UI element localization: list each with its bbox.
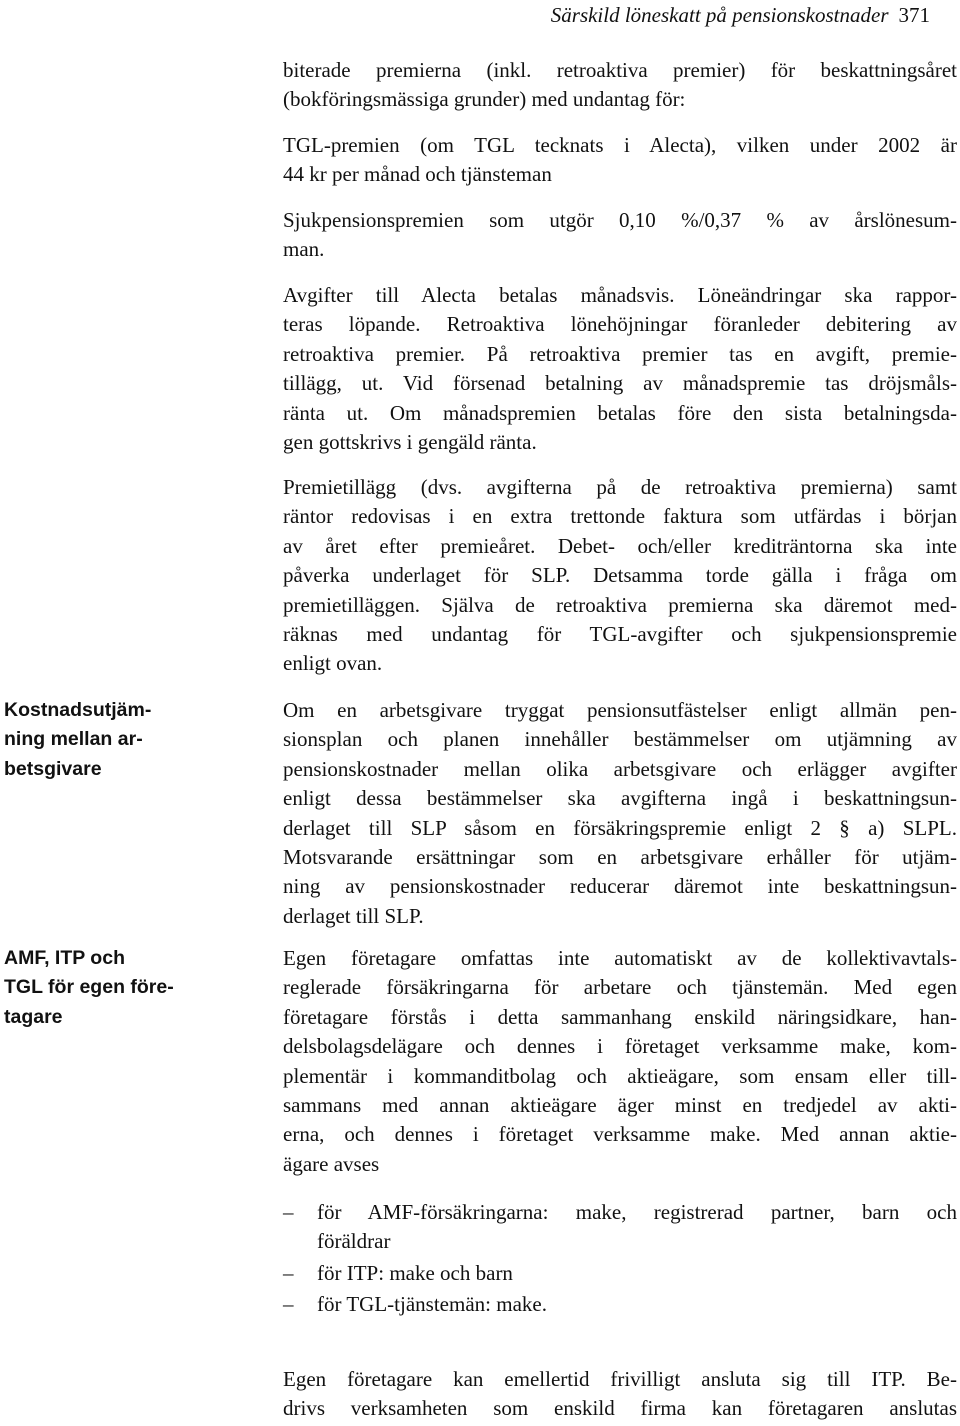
- sidenote-line: betsgivare: [4, 757, 102, 780]
- text-line: sammans med annan aktieägare äger minst en tredjedel av akti-: [283, 1093, 957, 1118]
- running-head: [551, 2, 930, 28]
- text-line: drivs verksamheten som enskild firma kan företagaren anslutas: [283, 1396, 957, 1421]
- paragraph-voluntary-itp: [283, 1365, 957, 1424]
- text-line: Premietillägg (dvs. avgifterna på de retroaktiva premierna) samt: [283, 475, 957, 499]
- text-line: Om en arbetsgivare tryggat pensionsutfästelser enligt allmän pen-: [283, 698, 957, 722]
- running-header: [0, 0, 960, 34]
- paragraph-own-business: [283, 944, 957, 1179]
- text-line: plementär i kommanditbolag och aktieägare, som ensam eller till-: [283, 1063, 957, 1088]
- sidenote-line: TGL för egen före-: [4, 976, 174, 999]
- text-line: Egen företagare omfattas inte automatiskt av de kollektivavtals-: [283, 946, 957, 970]
- text-line: (bokföringsmässiga grunder) med undantag för:: [283, 87, 686, 112]
- text-line: ning av pensionskostnader reducerar däremot inte beskattningsun-: [283, 874, 957, 899]
- text-line: ränta ut. Om månadspremien betalas före den sista betalningsda-: [283, 400, 957, 425]
- text-line: premietilläggen. Själva de retroaktiva premierna ska däremot med-: [283, 592, 957, 617]
- sidenote-line: tagare: [4, 1005, 63, 1028]
- text-line: retroaktiva premier. På retroaktiva premier tas en avgift, premie-: [283, 341, 957, 366]
- text-line: för TGL-tjänstemän: make.: [317, 1291, 547, 1316]
- text-line: man.: [283, 237, 325, 262]
- sidenote-amf-itp-tgl: [4, 944, 184, 1032]
- paragraph-sick-pension: [283, 206, 957, 265]
- text-line: företagare förstås i detta sammanhang enskild näringsidkare, han-: [283, 1004, 957, 1029]
- text-line: för ITP: make och barn: [317, 1260, 513, 1285]
- text-line: sionsplan och planen innehåller bestämmelser om utjämning av: [283, 727, 957, 752]
- dash-list: [283, 1198, 957, 1321]
- sidenote-line: AMF, ITP och: [4, 947, 125, 969]
- text-line: derlaget till SLP.: [283, 903, 424, 928]
- text-line: gen gottskrivs i gengäld ränta.: [283, 430, 537, 455]
- text-line: för AMF-försäkringarna: make, registrerad partner, barn och: [317, 1200, 957, 1224]
- text-line: Egen företagare kan emellertid frivilligt ansluta sig till ITP. Be-: [283, 1367, 957, 1391]
- running-title: Särskild löneskatt på pensionskostnader: [550, 3, 889, 27]
- text-line: TGL-premien (om TGL tecknats i Alecta), vilken under 2002 är: [283, 133, 957, 157]
- text-line: enligt ovan.: [283, 651, 383, 676]
- text-line: derlaget till SLP såsom en försäkringspremie enligt 2 § a) SLPL.: [283, 815, 957, 840]
- sidenote-line: ning mellan ar-: [4, 728, 143, 751]
- text-line: föräldrar: [317, 1229, 391, 1254]
- text-line: delsbolagsdelägare och dennes i företaget verksamme make, kom-: [283, 1034, 957, 1059]
- text-line: Sjukpensionspremien som utgör 0,10 %/0,37 % av årslönesum-: [283, 208, 957, 232]
- paragraph-cost-equalization: [283, 696, 957, 931]
- text-line: av året efter premieåret. Debet- och/eller krediträntorna ska inte: [283, 533, 957, 558]
- text-line: 44 kr per månad och tjänsteman: [283, 162, 552, 187]
- text-line: teras löpande. Retroaktiva lönehöjningar föranleder debitering av: [283, 312, 957, 337]
- list-item: [283, 1290, 957, 1319]
- text-line: påverka underlaget för SLP. Detsamma torde gälla i fråga om: [283, 563, 957, 588]
- text-line: erna, och dennes i företaget verksamme make. Med annan aktie-: [283, 1122, 957, 1147]
- dash-marker: –: [283, 1260, 294, 1285]
- text-line: reglerade försäkringarna för arbetare och tjänstemän. Med egen: [283, 975, 957, 1000]
- text-line: räntor redovisas i en extra trettonde faktura som utfärdas i början: [283, 504, 957, 529]
- sidenote-cost-equalization: [4, 696, 184, 784]
- paragraph-tgl-premium: [283, 131, 957, 190]
- paragraph-premium-surcharge: [283, 473, 957, 679]
- text-line: tillägg, ut. Vid försenad betalning av månadspremie tas dröjsmåls-: [283, 371, 957, 396]
- text-line: Motsvarande ersättningar som en arbetsgivare erhåller för utjäm-: [283, 845, 957, 870]
- text-line: ägare avses: [283, 1151, 380, 1176]
- list-item: [283, 1198, 957, 1257]
- text-line: biterade premierna (inkl. retroaktiva premier) för beskattningsåret: [283, 58, 957, 82]
- text-line: enligt dessa bestämmelser ska avgifterna ingå i beskattningsun-: [283, 786, 957, 811]
- text-line: pensionskostnader mellan olika arbetsgivare och erlägger avgifter: [283, 756, 957, 781]
- dash-marker: –: [283, 1291, 294, 1316]
- paragraph-alecta-fees: [283, 281, 957, 457]
- text-line: räknas med undantag för TGL-avgifter och sjukpensionspremie: [283, 622, 957, 647]
- paragraph-intro: [283, 56, 957, 115]
- sidenote-line: Kostnadsutjäm-: [4, 699, 152, 721]
- list-item: [283, 1259, 957, 1288]
- page-number: 371: [898, 3, 930, 27]
- text-line: Avgifter till Alecta betalas månadsvis. Löneändringar ska rappor-: [283, 283, 957, 307]
- dash-marker: –: [283, 1200, 294, 1224]
